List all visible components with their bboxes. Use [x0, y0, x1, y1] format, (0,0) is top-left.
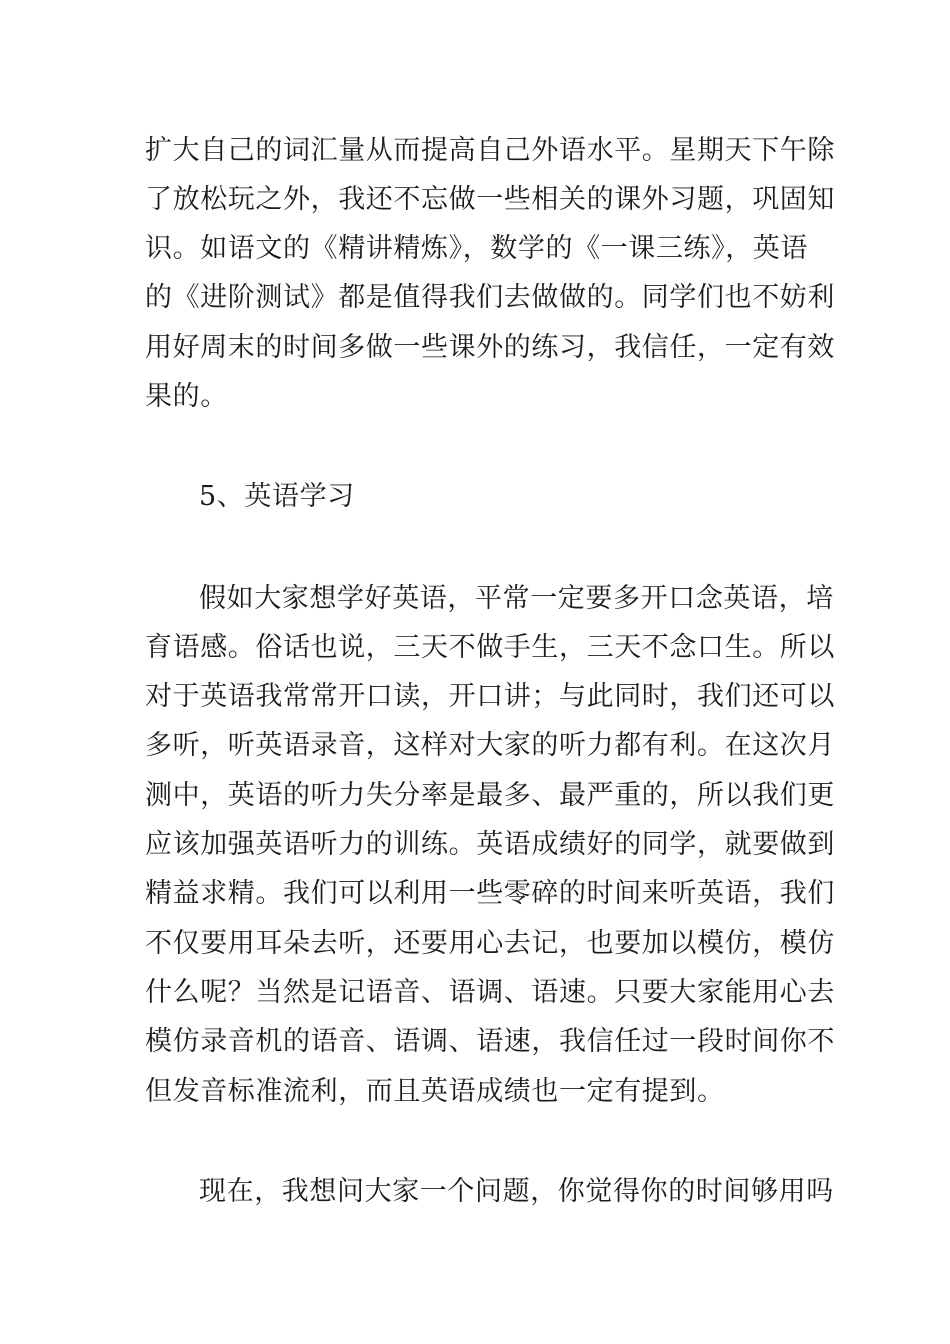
section-heading: 5、英语学习	[199, 481, 355, 512]
text-line: 识。如语文的《精讲精炼》，数学的《一课三练》，英语	[145, 233, 808, 264]
text-line: 育语感。俗话也说，三天不做手生，三天不念口生。所以	[145, 632, 835, 663]
text-line: 扩大自己的词汇量从而提高自己外语水平。星期天下午除	[145, 135, 835, 166]
text-line: 多听，听英语录音，这样对大家的听力都有利。在这次月	[145, 730, 835, 761]
text-line: 用好周末的时间多做一些课外的练习，我信任，一定有效	[145, 332, 835, 363]
text-line: 现在，我想问大家一个问题，你觉得你的时间够用吗	[199, 1176, 834, 1207]
text-line: 应该加强英语听力的训练。英语成绩好的同学，就要做到	[145, 829, 835, 860]
text-line: 果的。	[145, 381, 228, 412]
text-line: 测中，英语的听力失分率是最多、最严重的，所以我们更	[145, 780, 835, 811]
text-line: 的《进阶测试》都是值得我们去做做的。同学们也不妨利	[145, 282, 835, 313]
text-line: 模仿录音机的语音、语调、语速，我信任过一段时间你不	[145, 1026, 835, 1057]
text-line: 了放松玩之外，我还不忘做一些相关的课外习题，巩固知	[145, 184, 835, 215]
text-line: 不仅要用耳朵去听，还要用心去记，也要加以模仿，模仿	[145, 928, 835, 959]
text-line: 对于英语我常常开口读，开口讲；与此同时，我们还可以	[145, 681, 835, 712]
text-line: 假如大家想学好英语，平常一定要多开口念英语，培	[199, 583, 834, 614]
text-line: 但发音标准流利，而且英语成绩也一定有提到。	[145, 1076, 725, 1107]
text-line: 什么呢？当然是记语音、语调、语速。只要大家能用心去	[145, 977, 835, 1008]
text-line: 精益求精。我们可以利用一些零碎的时间来听英语，我们	[145, 878, 835, 909]
